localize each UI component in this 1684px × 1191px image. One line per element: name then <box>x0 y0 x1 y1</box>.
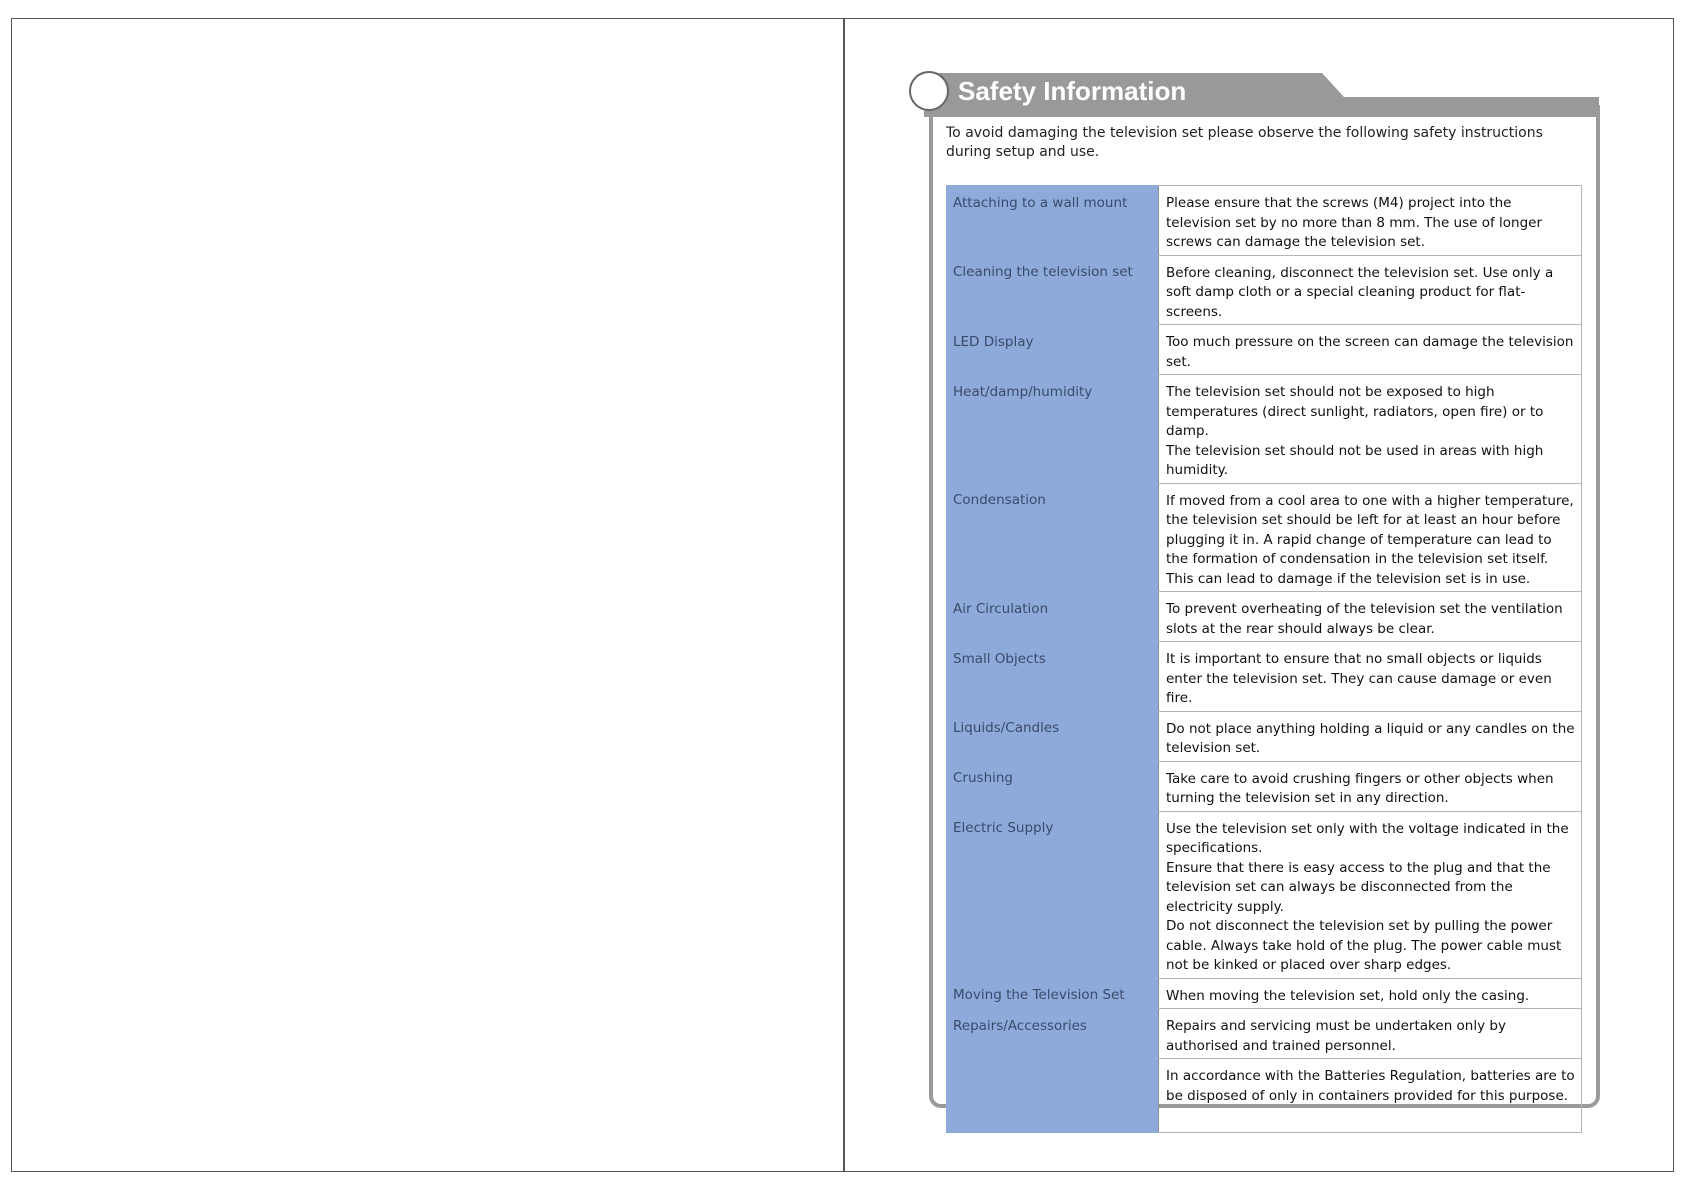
safety-table-body <box>946 186 1582 1133</box>
table-row <box>946 642 1582 712</box>
row-label: Moving the Television Set <box>946 978 1159 1009</box>
table-row <box>946 186 1582 256</box>
section-title: Safety Information <box>958 76 1187 106</box>
table-row <box>946 761 1582 811</box>
row-label: Condensation <box>946 483 1159 592</box>
row-label <box>946 1059 1159 1133</box>
row-description <box>1159 255 1582 325</box>
description-line: It is important to ensure that no small objects or liquids enter the television set. They can cause damage or even fire. <box>1166 651 1552 706</box>
row-label: Liquids/Candles <box>946 711 1159 761</box>
row-description <box>1159 761 1582 811</box>
description-line: Take care to avoid crushing fingers or other objects when turning the television set in any direction. <box>1166 770 1554 806</box>
row-label: Small Objects <box>946 642 1159 712</box>
row-label: Heat/damp/humidity <box>946 375 1159 484</box>
header-circle-icon <box>909 71 949 111</box>
table-row <box>946 592 1582 642</box>
description-line: When moving the television set, hold only the casing. <box>1166 987 1530 1004</box>
description-line: If moved from a cool area to one with a higher temperature, the television set should be left for at least an hour before plugging it in. A rapid change of temperature can lead to the formation of condensation in the television set itself. This can lead to damage if the television set is in use. <box>1166 492 1574 587</box>
table-row <box>946 255 1582 325</box>
description-line: Before cleaning, disconnect the television set. Use only a soft damp cloth or a special cleaning product for flat-screens. <box>1166 264 1554 320</box>
row-description <box>1159 1009 1582 1059</box>
table-row <box>946 811 1582 978</box>
row-description <box>1159 483 1582 592</box>
description-line: Use the television set only with the voltage indicated in the specifications. <box>1166 820 1569 856</box>
row-description <box>1159 375 1582 484</box>
row-description <box>1159 978 1582 1009</box>
page-divider <box>843 18 845 1172</box>
row-label: Repairs/Accessories <box>946 1009 1159 1059</box>
intro-text: To avoid damaging the television set please observe the following safety instructions during setup and use. <box>946 125 1543 160</box>
table-row <box>946 711 1582 761</box>
description-line: To prevent overheating of the television set the ventilation slots at the rear should always be clear. <box>1166 601 1563 637</box>
description-line: Repairs and servicing must be undertaken only by authorised and trained personnel. <box>1166 1018 1506 1054</box>
row-description <box>1159 811 1582 978</box>
description-line: Do not place anything holding a liquid or any candles on the television set. <box>1166 720 1575 756</box>
row-description <box>1159 711 1582 761</box>
row-label: LED Display <box>946 325 1159 375</box>
description-line: Please ensure that the screws (M4) project into the television set by no more than 8 mm. The use of longer screws can damage the television set. <box>1166 195 1543 250</box>
description-line: The television set should not be exposed to high temperatures (direct sunlight, radiators, open fire) or to damp. <box>1166 384 1544 439</box>
row-description <box>1159 592 1582 642</box>
description-line: Too much pressure on the screen can damage the television set. <box>1166 334 1574 370</box>
description-line: Do not disconnect the television set by pulling the power cable. Always take hold of the plug. The power cable must not be kinked or placed over sharp edges. <box>1166 918 1562 973</box>
row-description <box>1159 325 1582 375</box>
table-row <box>946 978 1582 1009</box>
table-row <box>946 483 1582 592</box>
description-line: Ensure that there is easy access to the plug and that the television set can always be disconnected from the electricity supply. <box>1166 859 1551 915</box>
row-description <box>1159 1059 1582 1133</box>
row-label: Air Circulation <box>946 592 1159 642</box>
row-label: Cleaning the television set <box>946 255 1159 325</box>
safety-table <box>946 185 1582 1104</box>
row-description <box>1159 642 1582 712</box>
description-line: In accordance with the Batteries Regulation, batteries are to be disposed of only in containers provided for this purpose. <box>1166 1068 1575 1104</box>
row-label: Crushing <box>946 761 1159 811</box>
table-row <box>946 1059 1582 1133</box>
row-label: Attaching to a wall mount <box>946 186 1159 256</box>
table-row <box>946 375 1582 484</box>
table-row <box>946 325 1582 375</box>
description-line: The television set should not be used in areas with high humidity. <box>1166 442 1544 478</box>
row-description <box>1159 186 1582 256</box>
table-row <box>946 1009 1582 1059</box>
row-label: Electric Supply <box>946 811 1159 978</box>
